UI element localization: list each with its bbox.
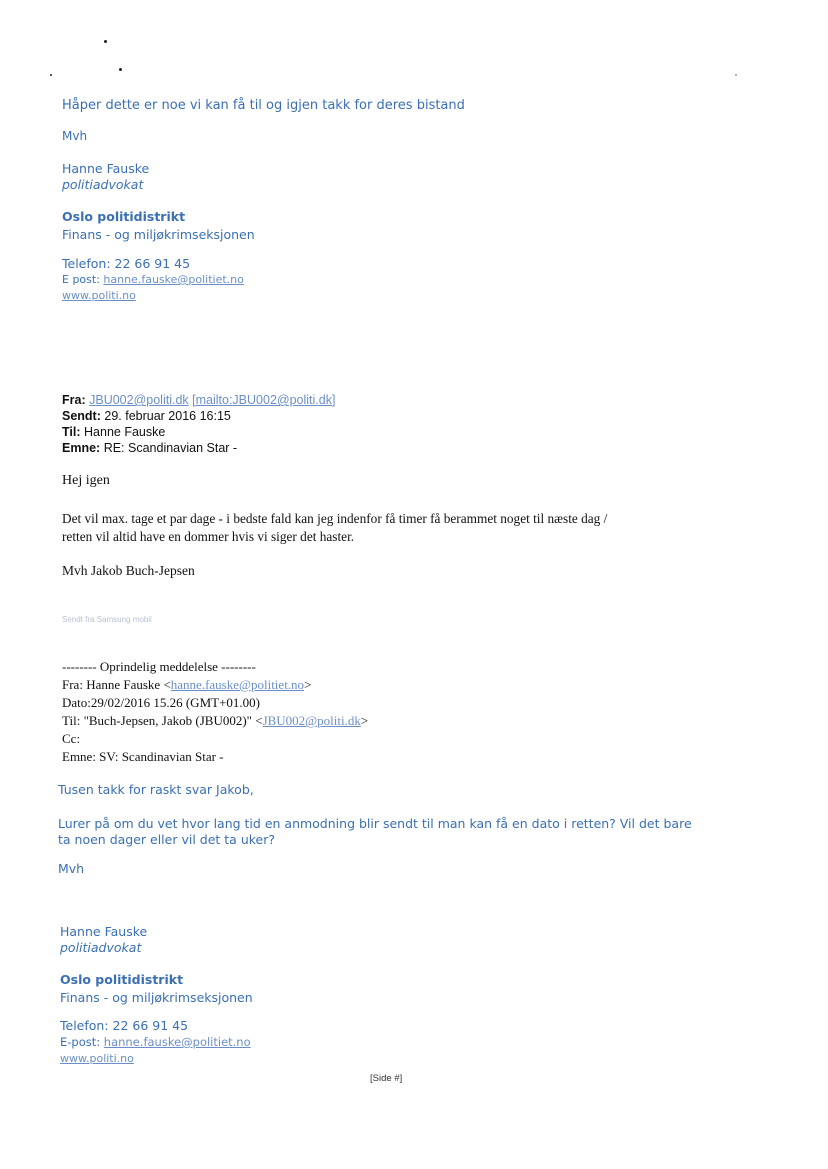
original-closing: Mvh bbox=[58, 861, 85, 876]
from-label: Fra: bbox=[62, 393, 86, 407]
email-label: E post: bbox=[62, 273, 104, 286]
from-email-link[interactable]: JBU002@politi.dk bbox=[89, 393, 189, 407]
bottom-web-link[interactable]: www.politi.no bbox=[60, 1052, 134, 1065]
reply-closing: Mvh Jakob Buch-Jepsen bbox=[62, 563, 195, 578]
sent-value: 29. februar 2016 16:15 bbox=[104, 409, 231, 423]
signature-phone: Telefon: 22 66 91 45 bbox=[62, 256, 191, 271]
original-from-text: Fra: Hanne Fauske < bbox=[62, 677, 171, 692]
header-subject bbox=[62, 441, 237, 455]
original-separator: -------- Oprindelig meddelelse -------- bbox=[62, 659, 256, 674]
original-question-line2: ta noen dager eller vil det ta uker? bbox=[58, 832, 275, 847]
page-number: [Side #] bbox=[370, 1073, 403, 1084]
closing-mvh: Mvh bbox=[62, 129, 88, 143]
original-date: Dato:29/02/2016 15.26 (GMT+01.00) bbox=[62, 695, 260, 710]
from-mailto-link[interactable]: [mailto:JBU002@politi.dk] bbox=[192, 393, 336, 407]
to-label: Til: bbox=[62, 425, 81, 439]
original-thanks: Tusen takk for raskt svar Jakob, bbox=[58, 782, 254, 797]
bottom-signature-email-line bbox=[60, 1035, 251, 1049]
original-from-end: > bbox=[304, 677, 312, 692]
original-question-line1: Lurer på om du vet hvor lang tid en anmodning blir sendt til man kan få en dato i retten? Vil det bare bbox=[58, 816, 692, 831]
bottom-signature-phone: Telefon: 22 66 91 45 bbox=[60, 1018, 189, 1033]
reply-greeting: Hej igen bbox=[62, 473, 110, 488]
signature-name: Hanne Fauske bbox=[62, 161, 150, 176]
bottom-email-label: E-post: bbox=[60, 1035, 104, 1049]
bottom-signature-org: Oslo politidistrikt bbox=[60, 972, 184, 987]
signature-dept: Finans - og miljøkrimseksjonen bbox=[62, 227, 255, 242]
reply-body-line2: retten vil altid have en dommer hvis vi siger det haster. bbox=[62, 529, 355, 544]
signature-title: politiadvokat bbox=[62, 177, 144, 192]
email-link[interactable]: hanne.fauske@politiet.no bbox=[103, 273, 244, 286]
scan-speck bbox=[50, 74, 52, 76]
bottom-signature-dept: Finans - og miljøkrimseksjonen bbox=[60, 990, 253, 1005]
header-sent bbox=[62, 409, 231, 423]
sent-label: Sendt: bbox=[62, 409, 101, 423]
header-from bbox=[62, 393, 335, 407]
subject-value: RE: Scandinavian Star - bbox=[103, 441, 238, 455]
original-to-end: > bbox=[360, 713, 369, 728]
subject-label: Emne: bbox=[62, 441, 101, 455]
original-to bbox=[62, 713, 368, 729]
signature-org: Oslo politidistrikt bbox=[62, 209, 186, 224]
scan-speck bbox=[119, 68, 122, 71]
original-to-text: Til: "Buch-Jepsen, Jakob (JBU002)" < bbox=[62, 713, 263, 728]
scan-speck bbox=[735, 74, 737, 76]
reply-body-line1: Det vil max. tage et par dage - i bedste fald kan jeg indenfor få timer få berammet noget til næste dag / bbox=[62, 511, 608, 526]
bottom-email-link[interactable]: hanne.fauske@politiet.no bbox=[103, 1035, 251, 1049]
intro-text: Håper dette er noe vi kan få til og igjen takk for deres bistand bbox=[62, 98, 465, 113]
signature-email-line bbox=[62, 273, 244, 286]
original-from bbox=[62, 677, 311, 693]
header-to bbox=[62, 425, 165, 439]
device-note: Sendt fra Samsung mobil bbox=[62, 615, 152, 624]
original-from-email-link[interactable]: hanne.fauske@politiet.no bbox=[170, 677, 305, 692]
bottom-signature-name: Hanne Fauske bbox=[60, 924, 148, 939]
scan-speck bbox=[104, 40, 107, 43]
original-cc: Cc: bbox=[62, 731, 81, 746]
bottom-signature-title: politiadvokat bbox=[60, 940, 142, 955]
web-link[interactable]: www.politi.no bbox=[62, 289, 136, 302]
original-to-email-link[interactable]: JBU002@politi.dk bbox=[262, 713, 361, 728]
original-subject: Emne: SV: Scandinavian Star - bbox=[62, 749, 224, 764]
to-value: Hanne Fauske bbox=[84, 425, 166, 439]
